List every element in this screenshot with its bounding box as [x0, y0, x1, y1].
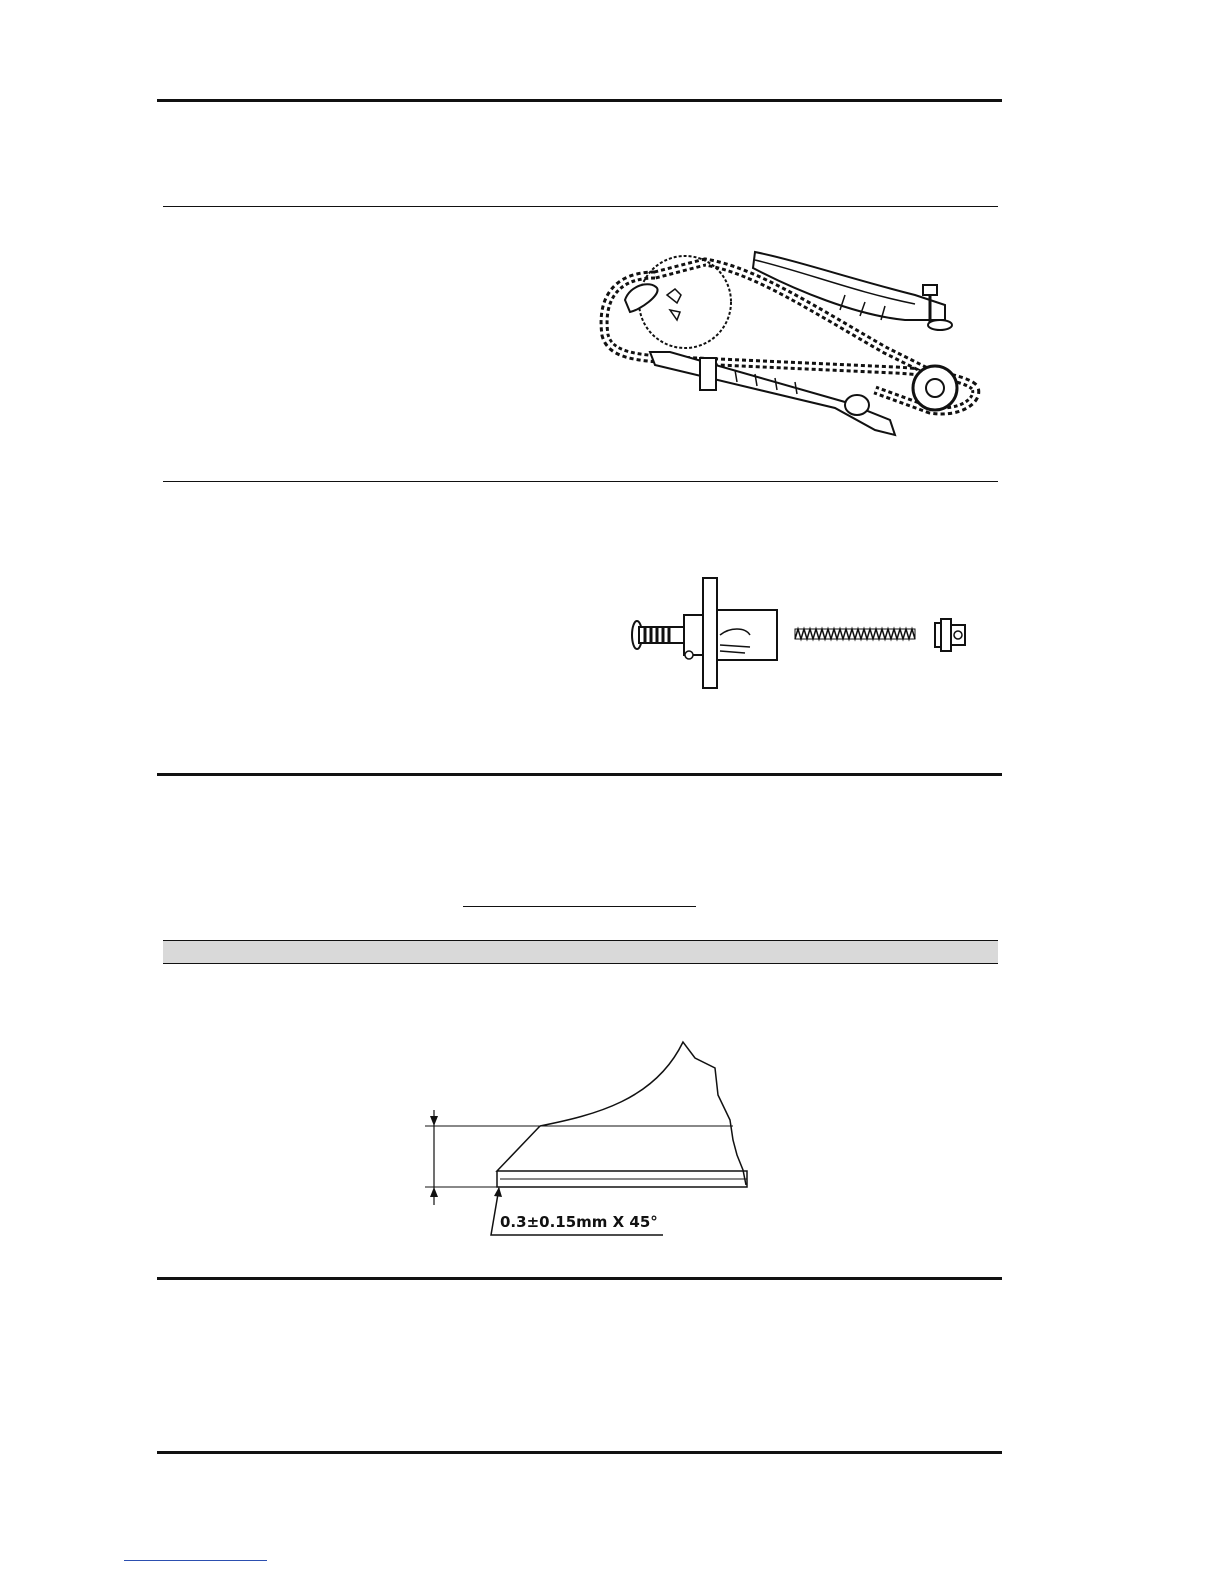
footer-rule [157, 1451, 1002, 1454]
section-rule-lower [157, 1277, 1002, 1280]
heading-underline [463, 906, 696, 907]
spring-illustration [795, 629, 915, 639]
chamfer-detail-drawing [415, 1040, 755, 1240]
table-header-bar [163, 940, 998, 964]
section-rule [157, 773, 1002, 776]
section-divider-top [163, 206, 998, 207]
chain-tensioner-exploded-illustration [625, 575, 975, 695]
timing-chain-assembly-illustration [595, 240, 990, 455]
footer-link-underline[interactable] [124, 1560, 267, 1561]
section-divider-middle [163, 481, 998, 482]
header-rule [157, 99, 1002, 102]
chamfer-dimension-label: 0.3±0.15mm X 45° [500, 1213, 658, 1231]
